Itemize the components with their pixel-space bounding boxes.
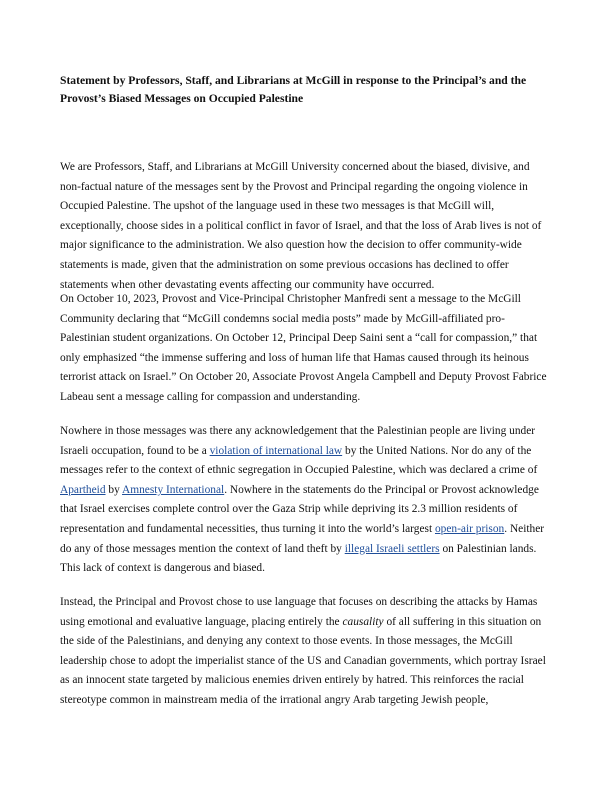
- link-illegal-israeli-settlers[interactable]: illegal Israeli settlers: [344, 542, 440, 555]
- paragraph-text: on Palestinian lands. This lack of context is dangerous and biased.: [60, 542, 537, 575]
- paragraph-missing-context: [60, 422, 552, 579]
- paragraph-text: . Nowhere in the statements do the Principal or Provost acknowledge that Israel exercises complete control over the Gaza Strip while depriving its 2.3 million residents of representation and fundamental necessities, thus turning it into the world’s largest: [60, 483, 539, 535]
- emphasis-causality: causality: [342, 615, 384, 628]
- paragraph-text: by: [105, 483, 123, 496]
- paragraph-messages-timeline: On October 10, 2023, Provost and Vice-Principal Christopher Manfredi sent a message to the McGill Community declaring that “McGill condemns social media posts” made by McGill-affiliated pro-Palestinian student organizations. On October 12, Principal Deep Saini sent a “call for compassion,” that only emphasized “the immense suffering and loss of human life that Hamas caused through its heinous terrorist attack on Israel.” On October 20, Associate Provost Angela Campbell and Deputy Provost Fabrice Labeau sent a message calling for compassion and understanding.: [60, 293, 547, 403]
- link-amnesty-international[interactable]: Amnesty International: [122, 483, 225, 496]
- document-title: Statement by Professors, Staff, and Librarians at McGill in response to the Principal’s and the Provost’s Biased Messages on Occupied Palestine: [60, 74, 527, 105]
- paragraph-intro: We are Professors, Staff, and Librarians at McGill University concerned about the biased, divisive, and non-factual nature of the messages sent by the Provost and Principal regarding the ongoing violence in Occupied Palestine. The upshot of the language used in these two messages is that McGill will, exceptionally, choose sides in a political conflict in favor of Israel, and that the loss of Arab lives is not of major significance to the administration. We also question how the decision to offer community-wide statements is made, given that the administration on some previous occasions has declined to offer statements when other devastating events affecting our community have occurred.: [60, 161, 542, 291]
- paragraph-language-critique: [60, 593, 552, 711]
- paragraph-text: Instead, the Principal and Provost chose to use language that focuses on describing the attacks by Hamas using emotional and evaluative language, placing entirely the: [60, 596, 538, 628]
- paragraph-text: . Neither do any of those messages mention the context of land theft by: [60, 522, 545, 555]
- link-violation-of-international-law[interactable]: violation of international law: [209, 444, 343, 457]
- link-open-air-prison[interactable]: open-air prison: [434, 522, 505, 535]
- link-apartheid[interactable]: Apartheid: [60, 483, 106, 496]
- paragraph-text: Nowhere in those messages was there any acknowledgement that the Palestinian people are living under Israeli occupation, found to be a: [60, 425, 536, 457]
- paragraph-text: of all suffering in this situation on the side of the Palestinians, and denying any context to those events. In those messages, the McGill leadership chose to adopt the imperialist stance of the US and Canadian governments, which portray Israel as an innocent state targeted by malicious enemies driven entirely by hatred. This reinforces the racial stereotype common in mainstream media of the irrational angry Arab targeting Jewish people,: [60, 615, 546, 706]
- paragraph-text: by the United Nations. Nor do any of the messages refer to the context of ethnic segregation in Occupied Palestine, which was declared a crime of: [60, 444, 538, 477]
